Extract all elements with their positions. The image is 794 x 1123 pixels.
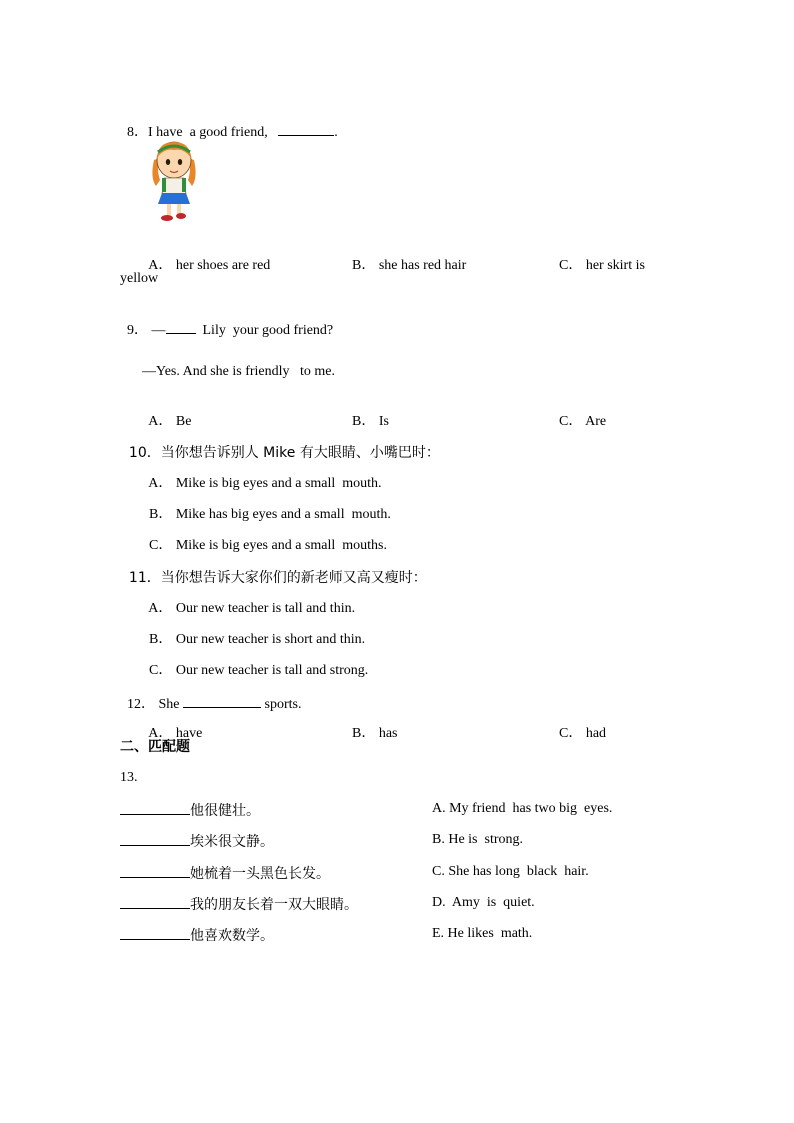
q12-option-a-letter: A．: [148, 726, 173, 741]
q13-blank-5[interactable]: [120, 925, 190, 940]
q9-answer-blank[interactable]: [166, 319, 196, 334]
q8-option-c-wrap: yellow: [120, 271, 159, 286]
q9-option-c-letter: C．: [559, 414, 583, 429]
q13-number: 13.: [120, 770, 138, 785]
q10-option-a-letter: A．: [148, 476, 173, 491]
section-2-heading: 二、匹配题: [120, 739, 190, 755]
q13-left-text-5: 他喜欢数学。: [190, 928, 274, 944]
q13-right-item-e: E. He likes math.: [432, 926, 533, 941]
q13-blank-2[interactable]: [120, 831, 190, 846]
q9-option-b-letter: B．: [352, 414, 376, 429]
q11-option-b-letter: B．: [149, 632, 173, 647]
q9-option-a-text: Be: [175, 414, 192, 429]
q12-text-before: She: [158, 697, 180, 712]
q13-blank-3[interactable]: [120, 863, 190, 878]
q8-option-b-text: she has red hair: [378, 258, 467, 273]
q10-option-c-text: Mike is big eyes and a small mouths.: [175, 538, 387, 553]
q10-number: 10．: [128, 445, 161, 461]
q9-option-c[interactable]: [552, 395, 606, 431]
q8-text: I have a good friend,: [148, 125, 268, 140]
q11-option-c-text: Our new teacher is tall and strong.: [175, 663, 369, 678]
q8-option-b-letter: B．: [352, 258, 376, 273]
q12-text-after: sports.: [264, 697, 302, 712]
q13-left-text-2: 埃米很文静。: [190, 834, 274, 850]
q8-option-c-letter: C．: [559, 258, 583, 273]
q9-text: Lily your good friend?: [202, 323, 334, 338]
q10-option-a-text: Mike is big eyes and a small mouth.: [175, 476, 382, 491]
q13-right-item-b: B. He is strong.: [432, 832, 523, 847]
q12-option-a-text: have: [175, 726, 203, 741]
q9-dash: —: [151, 323, 166, 338]
q8-option-a[interactable]: [142, 239, 270, 275]
q10-option-b-letter: B．: [149, 507, 173, 522]
q13-left-item: [120, 894, 358, 914]
q10-option-c-letter: C．: [149, 538, 173, 553]
q12-option-c-letter: C．: [559, 726, 583, 741]
q9-option-c-text: Are: [585, 414, 607, 429]
q13-left-text-3: 她梳着一头黑色长发。: [190, 866, 330, 882]
q9-answer-line: —Yes. And she is friendly to me.: [142, 364, 336, 379]
q9-option-a-letter: A．: [148, 414, 173, 429]
q11-number: 11．: [128, 570, 161, 586]
q10-option-b-text: Mike has big eyes and a small mouth.: [175, 507, 391, 522]
q8-option-c-text: her skirt is: [585, 258, 645, 273]
q11-option-a-text: Our new teacher is tall and thin.: [175, 601, 356, 616]
q13-right-item-d: D. Amy is quiet.: [432, 895, 535, 910]
q12-option-c-text: had: [585, 726, 607, 741]
q12-number: 12．: [127, 697, 155, 712]
q13-left-item: [120, 831, 274, 851]
q8-option-b[interactable]: [345, 239, 466, 275]
q13-right-item-a: A. My friend has two big eyes.: [432, 801, 613, 816]
q10-text: 当你想告诉别人 Mike 有大眼睛、小嘴巴时：: [160, 445, 440, 461]
q8-end: .: [334, 125, 338, 140]
q13-blank-1[interactable]: [120, 800, 190, 815]
q13-left-text-4: 我的朋友长着一双大眼睛。: [190, 897, 358, 913]
q8-option-a-letter: A．: [148, 258, 173, 273]
q8-option-c[interactable]: [552, 239, 645, 275]
q9-option-b-text: Is: [378, 414, 389, 429]
q9-stem: [120, 301, 333, 340]
q11-option-c-letter: C．: [149, 663, 173, 678]
q12-answer-blank[interactable]: [183, 693, 261, 708]
q11-option-b-text: Our new teacher is short and thin.: [175, 632, 366, 647]
cartoon-girl-icon: [146, 138, 202, 226]
q12-option-b-letter: B．: [352, 726, 376, 741]
q13-blank-4[interactable]: [120, 894, 190, 909]
q13-left-text-1: 他很健壮。: [190, 803, 260, 819]
q12-option-b[interactable]: [345, 707, 398, 743]
q13-left-item: [120, 925, 274, 945]
q13-left-item: [120, 863, 330, 883]
q12-option-b-text: has: [378, 726, 398, 741]
q13-left-item: [120, 800, 260, 820]
q8-number: 8．: [127, 125, 148, 140]
q8-stem: [120, 103, 338, 142]
q11-text: 当你想告诉大家你们的新老师又高又瘦时：: [160, 570, 427, 586]
q11-option-a-letter: A．: [148, 601, 173, 616]
q12-option-c[interactable]: [552, 707, 606, 743]
q13-right-item-c: C. She has long black hair.: [432, 864, 589, 879]
q8-option-a-text: her shoes are red: [175, 258, 271, 273]
q9-number: 9．: [127, 323, 148, 338]
q8-answer-blank[interactable]: [278, 121, 334, 136]
q10-option-c[interactable]: [142, 519, 387, 555]
